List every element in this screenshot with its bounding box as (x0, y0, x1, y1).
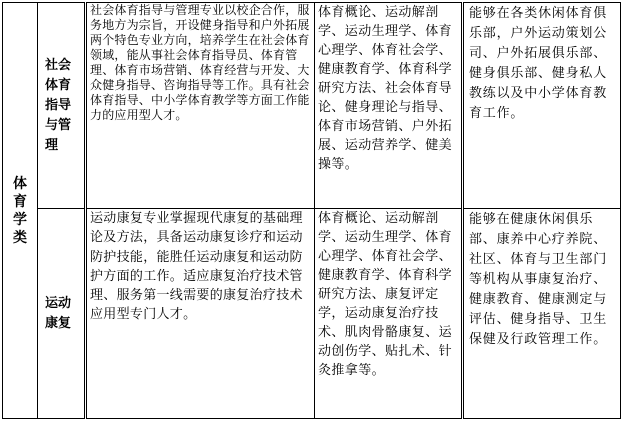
major-name-cell (38, 209, 86, 419)
core-courses-text: 体育概论、运动解剖学、运动生理学、体育心理学、体育社会学、健康教育学、体育科学研究方法、社会体育导论、健身理论与指导、体育市场营销、户外拓展、运动营养学、健美操等。 (318, 5, 453, 172)
table-row (3, 209, 621, 419)
core-courses-text: 体育概论、运动解剖学、运动生理学、体育心理学、体育社会学、健康教育学、体育科学研究方法、康复评定学，运动康复治疗技术、肌肉骨骼康复、运动创伤学、贴扎术、针灸推拿等。 (318, 211, 453, 378)
major-name: 运动康复 (45, 295, 72, 331)
category-label: 体育学类 (13, 175, 27, 246)
major-name-cell (38, 3, 86, 209)
category-cell (3, 3, 38, 419)
majors-table (2, 2, 621, 419)
training-goal-cell (86, 209, 315, 419)
training-goal-cell (86, 3, 315, 209)
major-name: 社会体育指导与管理 (45, 57, 72, 153)
career-direction-cell (463, 209, 621, 419)
core-courses-cell (315, 209, 463, 419)
training-goal-text: 社会体育指导与管理专业以校企合作，服务地方为宗旨，开设健身指导和户外拓展两个特色专业方向，培养学生在社会体育领域，能从事社会体育指导员、体育管理、体育市场营销、体育经营与开发、大众健身指导、咨询指导等工作。具有社会体育指导、中小学体育教学等方面工作能力的应用型人才。 (90, 3, 310, 122)
career-direction-text: 能够在健康休闲俱乐部、康养中心疗养院、社区、体育与卫生部门等机构从事康复治疗、健康教育、健康测定与评估、健身指导、卫生保健及行政管理工作。 (469, 212, 608, 347)
career-direction-text: 能够在各类休闲体育俱乐部，户外运动策划公司、户外拓展俱乐部、健身俱乐部、健身私人教练以及中小学体育教育工作。 (469, 6, 608, 121)
training-goal-text: 运动康复专业掌握现代康复的基础理论及方法，具备运动康复诊疗和运动防护技能，能胜任运动康复和运动防护方面的工作。适应康复治疗技术管理、服务第一线需要的康复治疗技术应用型专门人才。 (90, 211, 303, 323)
table-row (3, 3, 621, 209)
career-direction-cell (463, 3, 621, 209)
core-courses-cell (315, 3, 463, 209)
